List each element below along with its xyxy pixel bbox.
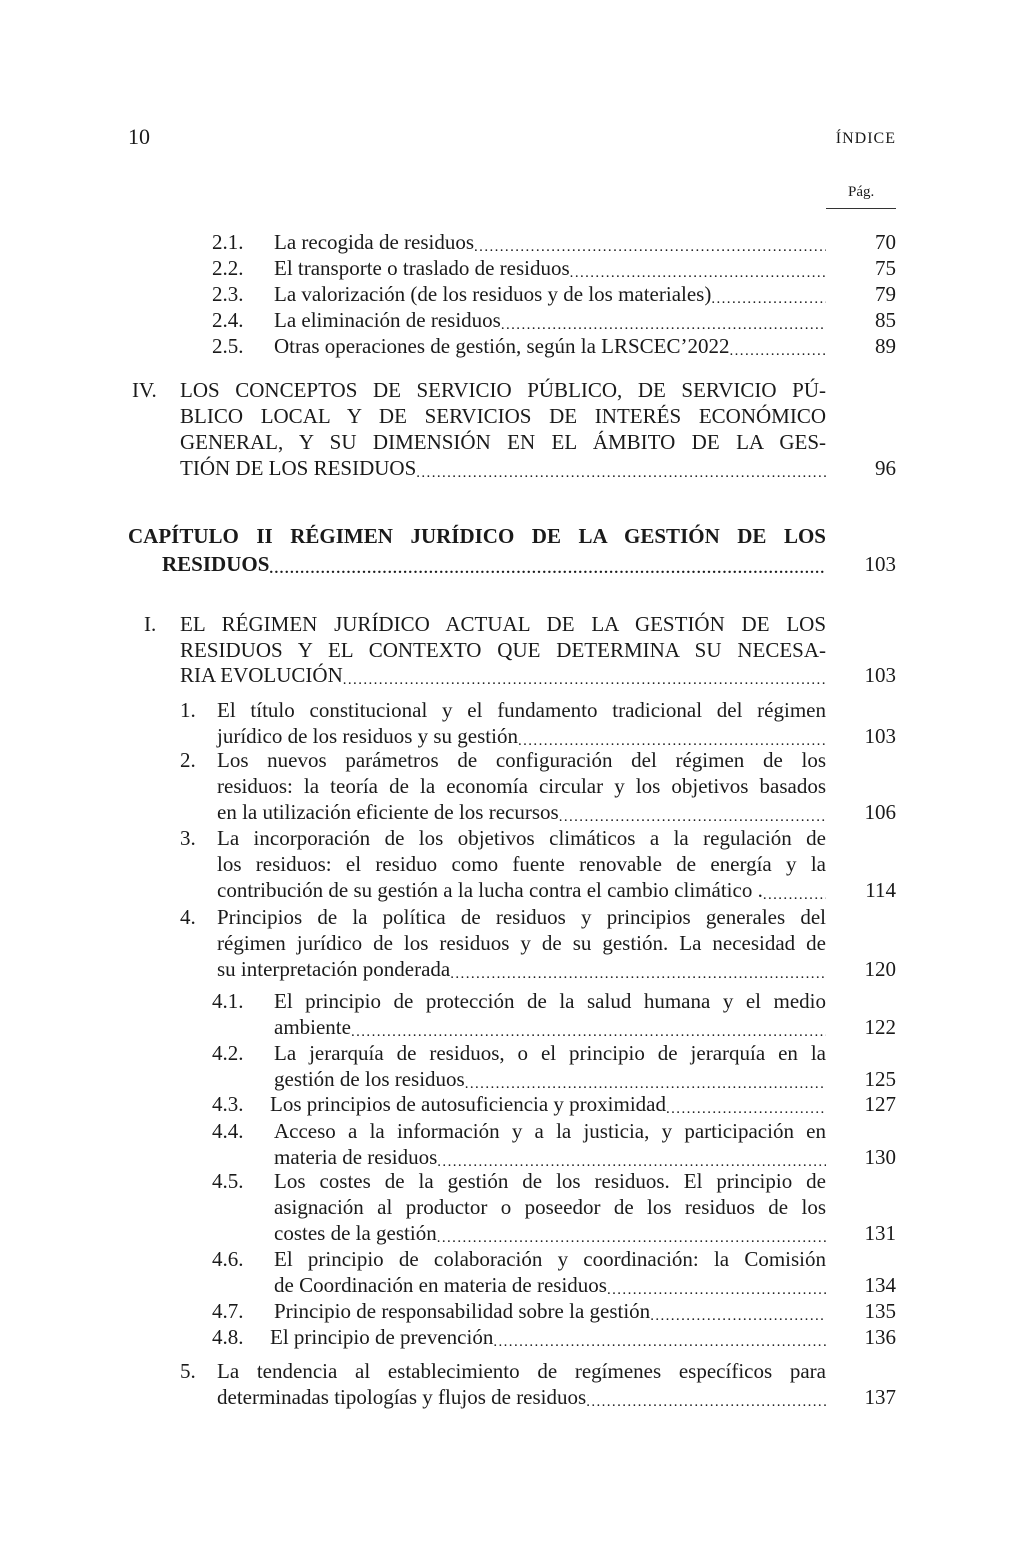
toc-entry-number: 2.5. [212, 334, 244, 358]
toc-entry-line: RIA EVOLUCIÓN [180, 663, 343, 687]
toc-entry-page: 130 [864, 1145, 896, 1169]
toc-entry-line: ambiente [274, 1015, 351, 1039]
toc-entry-page: 114 [865, 878, 896, 902]
toc-entry-line: en la utilización eficiente de los recursos [217, 800, 559, 824]
toc-entry-number: 4.6. [212, 1247, 244, 1271]
toc-entry [0, 307, 1024, 333]
toc-entry-page: 120 [864, 957, 896, 981]
toc-entry-line: TIÓN DE LOS RESIDUOS [180, 456, 417, 480]
toc-entry-line: RESIDUOS Y EL CONTEXTO QUE DETERMINA SU NECESA- [180, 638, 826, 662]
toc-entry-page: 131 [864, 1221, 896, 1245]
toc-entry-number: 4.8. [212, 1325, 244, 1349]
toc-entry-line: Principios de la política de residuos y principios generales del [217, 905, 826, 929]
toc-entry-line: Principio de responsabilidad sobre la gestión [274, 1299, 651, 1323]
toc-entry-line: El principio de protección de la salud humana y el medio [274, 989, 826, 1013]
toc-entry [0, 229, 1024, 255]
toc-entry-number: 4.5. [212, 1169, 244, 1193]
page-number: 10 [128, 124, 150, 149]
toc-entry-number: 5. [180, 1359, 196, 1383]
dot-leader [343, 662, 826, 693]
toc-entry-leader-line [180, 662, 826, 693]
toc-entry [0, 333, 1024, 359]
toc-entry [0, 697, 1024, 749]
toc-entry-leader-line [270, 1324, 826, 1355]
toc-entry-line: Otras operaciones de gestión, según la LRSCEC’2022 [274, 334, 730, 358]
toc-entry-number: IV. [132, 378, 157, 402]
toc-entry-line: CAPÍTULO II RÉGIMEN JURÍDICO DE LA GESTIÓN DE LOS [128, 524, 826, 548]
toc-entry [0, 988, 1024, 1040]
toc-entry-number: 2. [180, 748, 196, 772]
toc-entry [0, 1246, 1024, 1298]
toc-entry-line: GENERAL, Y SU DIMENSIÓN EN EL ÁMBITO DE LA GES- [180, 430, 826, 454]
toc-entry-page: 79 [875, 282, 896, 306]
toc-entry-number: 3. [180, 826, 196, 850]
toc-entry-page: 85 [875, 308, 896, 332]
toc-entry-line: El principio de colaboración y coordinación: la Comisión [274, 1247, 826, 1271]
running-title: ÍNDICE [835, 130, 896, 147]
toc-entry [0, 255, 1024, 281]
toc-entry-page: 122 [864, 1015, 896, 1039]
page-column-label: Pág. [848, 184, 875, 200]
toc-entry-number: 2.3. [212, 282, 244, 306]
toc-entry-page: 103 [864, 552, 896, 576]
page-column-rule [826, 208, 896, 209]
toc-entry-line: La tendencia al establecimiento de regímenes específicos para [217, 1359, 826, 1383]
toc-entry-page: 125 [864, 1067, 896, 1091]
toc-entry-number: 2.4. [212, 308, 244, 332]
toc-entry-page: 70 [875, 230, 896, 254]
toc-entry-line: de Coordinación en materia de residuos [274, 1273, 607, 1297]
toc-entry-line: La valorización (de los residuos y de los materiales) [274, 282, 712, 306]
toc-entry-page: 89 [875, 334, 896, 358]
dot-leader [269, 551, 826, 582]
toc-entry-leader-line [217, 956, 826, 987]
toc-entry-page: 137 [864, 1385, 896, 1409]
toc-entry-leader-line [162, 551, 826, 582]
toc-entry-page: 96 [875, 456, 896, 480]
toc-entry [0, 825, 1024, 903]
toc-entry-line: La incorporación de los objetivos climáticos a la regulación de [217, 826, 826, 850]
toc-entry-line: Acceso a la información y a la justicia, y participación en [274, 1119, 826, 1143]
toc-entry-line: La jerarquía de residuos, o el principio de jerarquía en la [274, 1041, 826, 1065]
toc-entry [0, 904, 1024, 982]
toc-entry-line: Los nuevos parámetros de configuración del régimen de los [217, 748, 826, 772]
toc-entry-number: 2.1. [212, 230, 244, 254]
toc-entry-number: 1. [180, 698, 196, 722]
toc-entry-line: materia de residuos [274, 1145, 438, 1169]
toc-entry [0, 1358, 1024, 1410]
toc-entry [0, 747, 1024, 825]
toc-entry-leader-line [217, 1384, 826, 1415]
toc-entry-line: su interpretación ponderada [217, 957, 451, 981]
toc-entry-line: régimen jurídico de los residuos y de su gestión. La necesidad de [217, 931, 826, 955]
toc-entry-line: La recogida de residuos [274, 230, 475, 254]
toc-entry [0, 1118, 1024, 1170]
toc-entry-line: EL RÉGIMEN JURÍDICO ACTUAL DE LA GESTIÓN DE LOS [180, 612, 826, 636]
toc-entry [0, 1298, 1024, 1324]
toc-entry-line: Los costes de la gestión de los residuos. El principio de [274, 1169, 826, 1193]
toc-entry-number: 4.4. [212, 1119, 244, 1143]
toc-entry-leader-line [274, 333, 826, 364]
toc-entry-line: El principio de prevención [270, 1325, 494, 1349]
toc-entry-page: 103 [864, 724, 896, 748]
toc-entry [0, 1324, 1024, 1350]
toc-entry-page: 127 [864, 1092, 896, 1116]
toc-entry-line: gestión de los residuos [274, 1067, 465, 1091]
toc-entry-line: los residuos: el residuo como fuente renovable de energía y la [217, 852, 826, 876]
toc-entry-line: jurídico de los residuos y su gestión [217, 724, 518, 748]
toc-entry-line: determinadas tipologías y flujos de residuos [217, 1385, 587, 1409]
toc-entry-line: El título constitucional y el fundamento tradicional del régimen [217, 698, 826, 722]
toc-entry-line: LOS CONCEPTOS DE SERVICIO PÚBLICO, DE SERVICIO PÚ- [180, 378, 826, 402]
toc-entry-line: asignación al productor o poseedor de los residuos de los [274, 1195, 826, 1219]
toc-entry-page: 136 [864, 1325, 896, 1349]
dot-leader [730, 333, 827, 364]
toc-entry-number: 4.7. [212, 1299, 244, 1323]
toc-entry-page: 75 [875, 256, 896, 280]
dot-leader [493, 1324, 826, 1355]
toc-entry [0, 1040, 1024, 1092]
toc-entry-page: 103 [864, 663, 896, 687]
toc-entry-line: El transporte o traslado de residuos [274, 256, 570, 280]
toc-entry-line: BLICO LOCAL Y DE SERVICIOS DE INTERÉS ECONÓMICO [180, 404, 826, 428]
toc-entry-number: 2.2. [212, 256, 244, 280]
toc-entry-page: 135 [864, 1299, 896, 1323]
toc-entry-line: contribución de su gestión a la lucha contra el cambio climático . [217, 878, 763, 902]
toc-entry-number: 4.1. [212, 989, 244, 1013]
toc-entry-number: 4.2. [212, 1041, 244, 1065]
toc-entry [0, 377, 1024, 481]
dot-leader [586, 1384, 826, 1415]
toc-entry [0, 1091, 1024, 1117]
toc-entry-number: 4. [180, 905, 196, 929]
toc-entry-line: RESIDUOS [162, 552, 270, 576]
toc-entry-page: 106 [864, 800, 896, 824]
toc-entry-leader-line [180, 455, 826, 486]
toc-entry-page: 134 [864, 1273, 896, 1297]
toc-entry-line: Los principios de autosuficiencia y proximidad [270, 1092, 666, 1116]
toc-entry [0, 281, 1024, 307]
toc-entry [0, 611, 1024, 688]
toc-entry-number: I. [144, 612, 157, 636]
toc-entry-line: costes de la gestión [274, 1221, 437, 1245]
toc-entry-line: residuos: la teoría de la economía circular y los objetivos basados [217, 774, 826, 798]
dot-leader [450, 956, 826, 987]
toc-entry-number: 4.3. [212, 1092, 244, 1116]
toc-entry [0, 1168, 1024, 1246]
dot-leader [416, 455, 826, 486]
toc-entry [0, 523, 1024, 579]
toc-entry-line: La eliminación de residuos [274, 308, 501, 332]
